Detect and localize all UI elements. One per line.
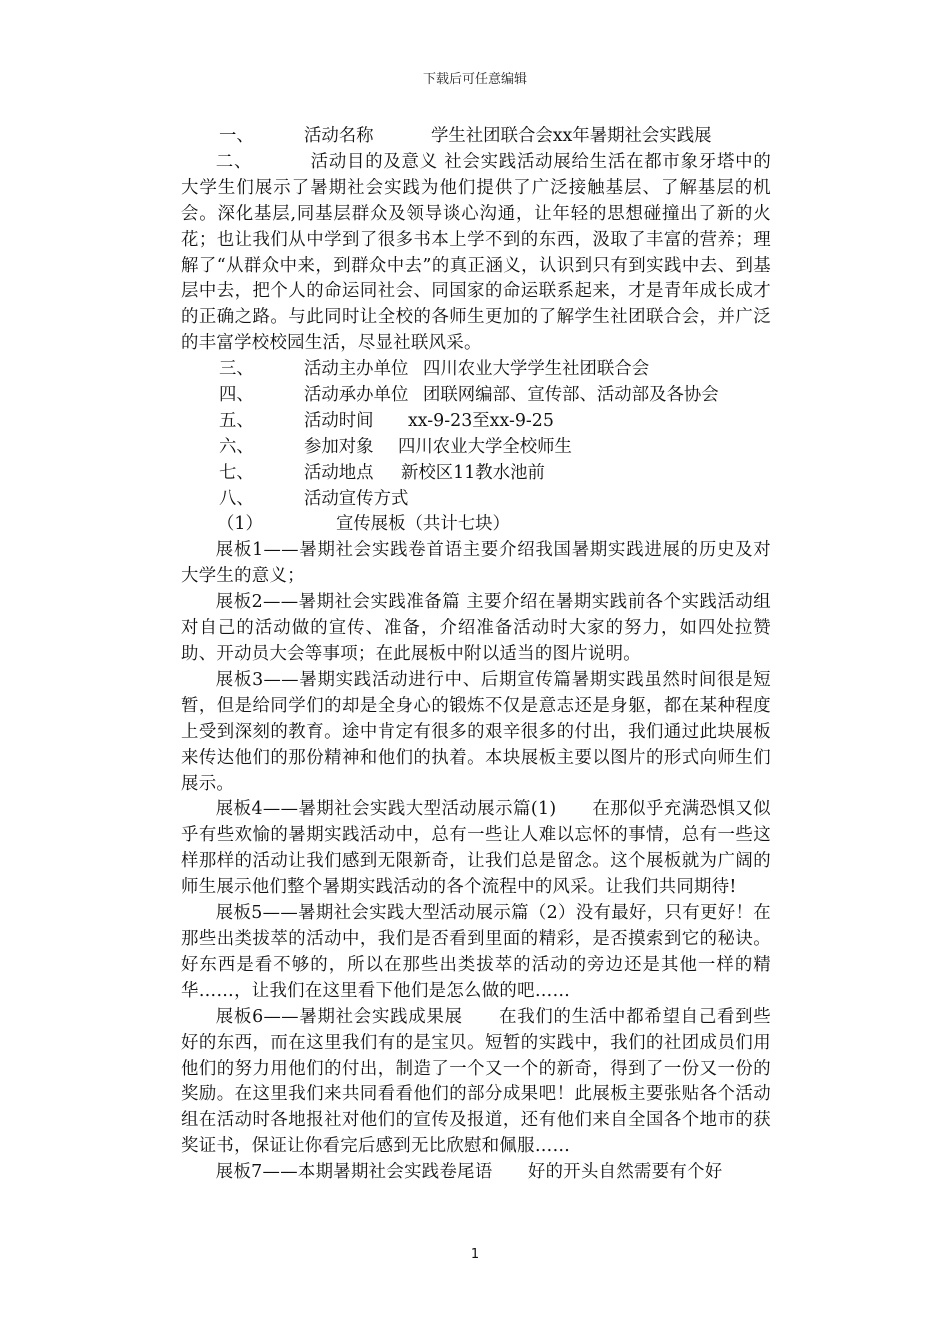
item-label: 活动名称 [304, 126, 374, 146]
item-number: 五、 [219, 410, 254, 431]
item-label: 活动承办单位 [304, 385, 409, 406]
item-8 [181, 487, 771, 513]
item-1 [181, 124, 771, 150]
item-label: 活动主办单位 [304, 359, 409, 380]
item-value: xx-9-23至xx-9-25 [408, 410, 554, 431]
item-4 [181, 383, 771, 409]
item-value: 社会实践活动展给生活在都市象牙塔中的大学生们展示了暑期社会实践为他们提供了广泛接触基层、了解基层的机会。深化基层,同基层群众及领导谈心沟通，让年轻的思想碰撞出了新的火花；也让我们从中学到了很多书本上学不到的东西，汲取了丰富的营养；理解了“从群众中来，到群众中去”的真正涵义，认识到只有到实践中去、到基层中去，把个人的命运同社会、同国家的命运联系起来，才是青年成长成才的正确之路。与此同时让全校的各师生更加的了解学生社团联合会，并广泛的丰富学校校园生活，尽显社联风采。 [181, 151, 772, 354]
document-body [181, 124, 771, 1186]
item-2 [181, 150, 771, 357]
board-1: 展板1——暑期社会实践卷首语主要介绍我国暑期实践进展的历史及对大学生的意义； [181, 540, 771, 587]
sub-item-label: 宣传展板（共计七块） [336, 514, 510, 535]
item-7 [181, 461, 771, 487]
item-number: 七、 [219, 462, 254, 483]
page-header: 下载后可任意编辑 [422, 72, 527, 87]
item-number: 四、 [219, 385, 254, 406]
item-6 [181, 435, 771, 461]
sub-item-1 [181, 512, 771, 538]
item-label: 活动目的及意义 [310, 151, 438, 172]
board-7: 展板7——本期暑期社会实践卷尾语 好的开头自然需要有个好 [215, 1162, 723, 1183]
item-value: 四川农业大学全校师生 [398, 436, 572, 457]
item-5 [181, 409, 771, 435]
board-4: 展板4——暑期社会实践大型活动展示篇(1) 在那似乎充满恐惧又似乎有些欢愉的暑期实践活动中，总有一些让人难以忘怀的事情，总有一些这样那样的活动让我们感到无限新奇，让我们总是留念。这个展板就为广阔的师生展示他们整个暑期实践活动的各个流程中的风采。让我们共同期待! [181, 799, 771, 898]
item-number: 八、 [219, 488, 254, 509]
item-number: 二、 [215, 151, 253, 172]
item-label: 参加对象 [304, 436, 374, 457]
item-value: 团联网编部、宣传部、活动部及各协会 [423, 385, 719, 406]
item-value: 学生社团联合会xx年暑期社会实践展 [431, 126, 712, 146]
item-value: 新校区11教水池前 [401, 462, 545, 483]
item-label: 活动宣传方式 [304, 488, 409, 509]
item-3 [181, 357, 771, 383]
item-value: 四川农业大学学生社团联合会 [423, 359, 650, 380]
item-number: 三、 [219, 359, 254, 380]
board-5: 展板5——暑期社会实践大型活动展示篇（2）没有最好，只有更好！在那些出类拔萃的活动中，我们是否看到里面的精彩，是否摸索到它的秘诀。好东西是看不够的，所以在那些出类拔萃的活动的旁边还是其他一样的精华……，让我们在这里看下他们是怎么做的吧…… [181, 903, 771, 1001]
item-label: 活动时间 [304, 410, 374, 431]
item-number: 一、 [219, 126, 254, 146]
board-2: 展板2——暑期社会实践准备篇 主要介绍在暑期实践前各个实践活动组对自己的活动做的宣传、准备，介绍准备活动时大家的努力，如四处拉赞助、开动员大会等事项；在此展板中附以适当的图片说明。 [181, 592, 771, 664]
sub-item-number: （1） [217, 514, 263, 535]
item-label: 活动地点 [304, 462, 374, 483]
page-number: 1 [470, 1247, 480, 1262]
board-3: 展板3——暑期实践活动进行中、后期宣传篇暑期实践虽然时间很是短暂，但是给同学们的却是全身心的锻炼不仅是意志还是身躯，都在某种程度上受到深刻的教育。途中肯定有很多的艰辛很多的付出，我们通过此块展板来传达他们的那份精神和他们的执着。本块展板主要以图片的形式向师生们展示。 [181, 669, 771, 794]
item-number: 六、 [219, 436, 254, 457]
board-6: 展板6——暑期社会实践成果展 在我们的生活中都希望自己看到些好的东西，而在这里我们有的是宝贝。短暂的实践中，我们的社团成员们用他们的努力用他们的付出，制造了一个又一个的新奇，得到了一份又一份的奖励。在这里我们来共同看看他们的部分成果吧！此展板主要张贴各个活动组在活动时各地报社对他们的宣传及报道，还有他们来自全国各个地市的获奖证书，保证让你看完后感到无比欣慰和佩服…… [181, 1006, 771, 1157]
